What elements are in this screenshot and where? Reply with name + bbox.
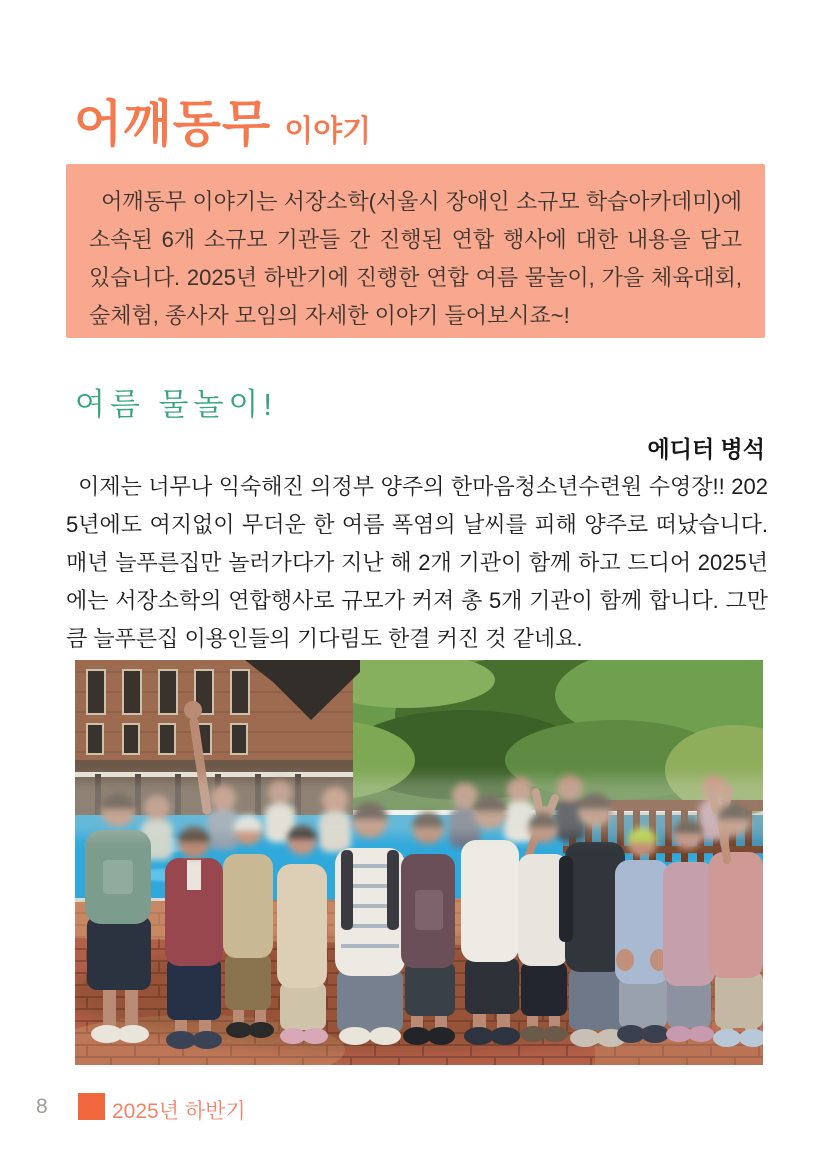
section-heading: 여름 물놀이! — [75, 387, 277, 422]
article-body: 이제는 너무나 익숙해진 의정부 양주의 한마음청소년수련원 수영장!! 2025년에도 여지없이 무더운 한 여름 폭염의 날씨를 피해 양주로 떠났습니다. 매년 늘푸른집만 놀러가다가 지난 해 2개 기관이 함께 하고 드디어 2025년에는 서장소학의 연합행사로 규모가 커져 총 5개 기관이 함께 합니다. 그만큼 늘푸른집 이용인들의 기다림도 한결 커진 것 같네요. — [66, 474, 768, 651]
page-number: 8 — [36, 1095, 48, 1118]
footer-label: 2025년 하반기 — [112, 1100, 246, 1123]
privacy-blur-band — [75, 778, 763, 836]
footer-accent-square — [78, 1093, 105, 1120]
group-photo-illustration — [75, 660, 763, 1065]
intro-text: 어깨동무 이야기는 서장소학(서울시 장애인 소규모 학습아카데미)에 소속된 6개 소규모 기관들 간 진행된 연합 행사에 대한 내용을 담고 있습니다. 2025년 하반기에 진행한 연합 여름 물놀이, 가을 체육대회, 숲체험, 종사자 모임의 자세한 이야기 들어보시죠~! — [89, 189, 742, 328]
editor-byline: 에디터 병석 — [647, 436, 765, 462]
page-title-sub: 이야기 — [284, 115, 372, 148]
group-photo — [75, 660, 763, 1065]
page-title-main: 어깨동무 — [74, 96, 272, 152]
page-title — [74, 84, 371, 156]
intro-box — [66, 164, 765, 338]
